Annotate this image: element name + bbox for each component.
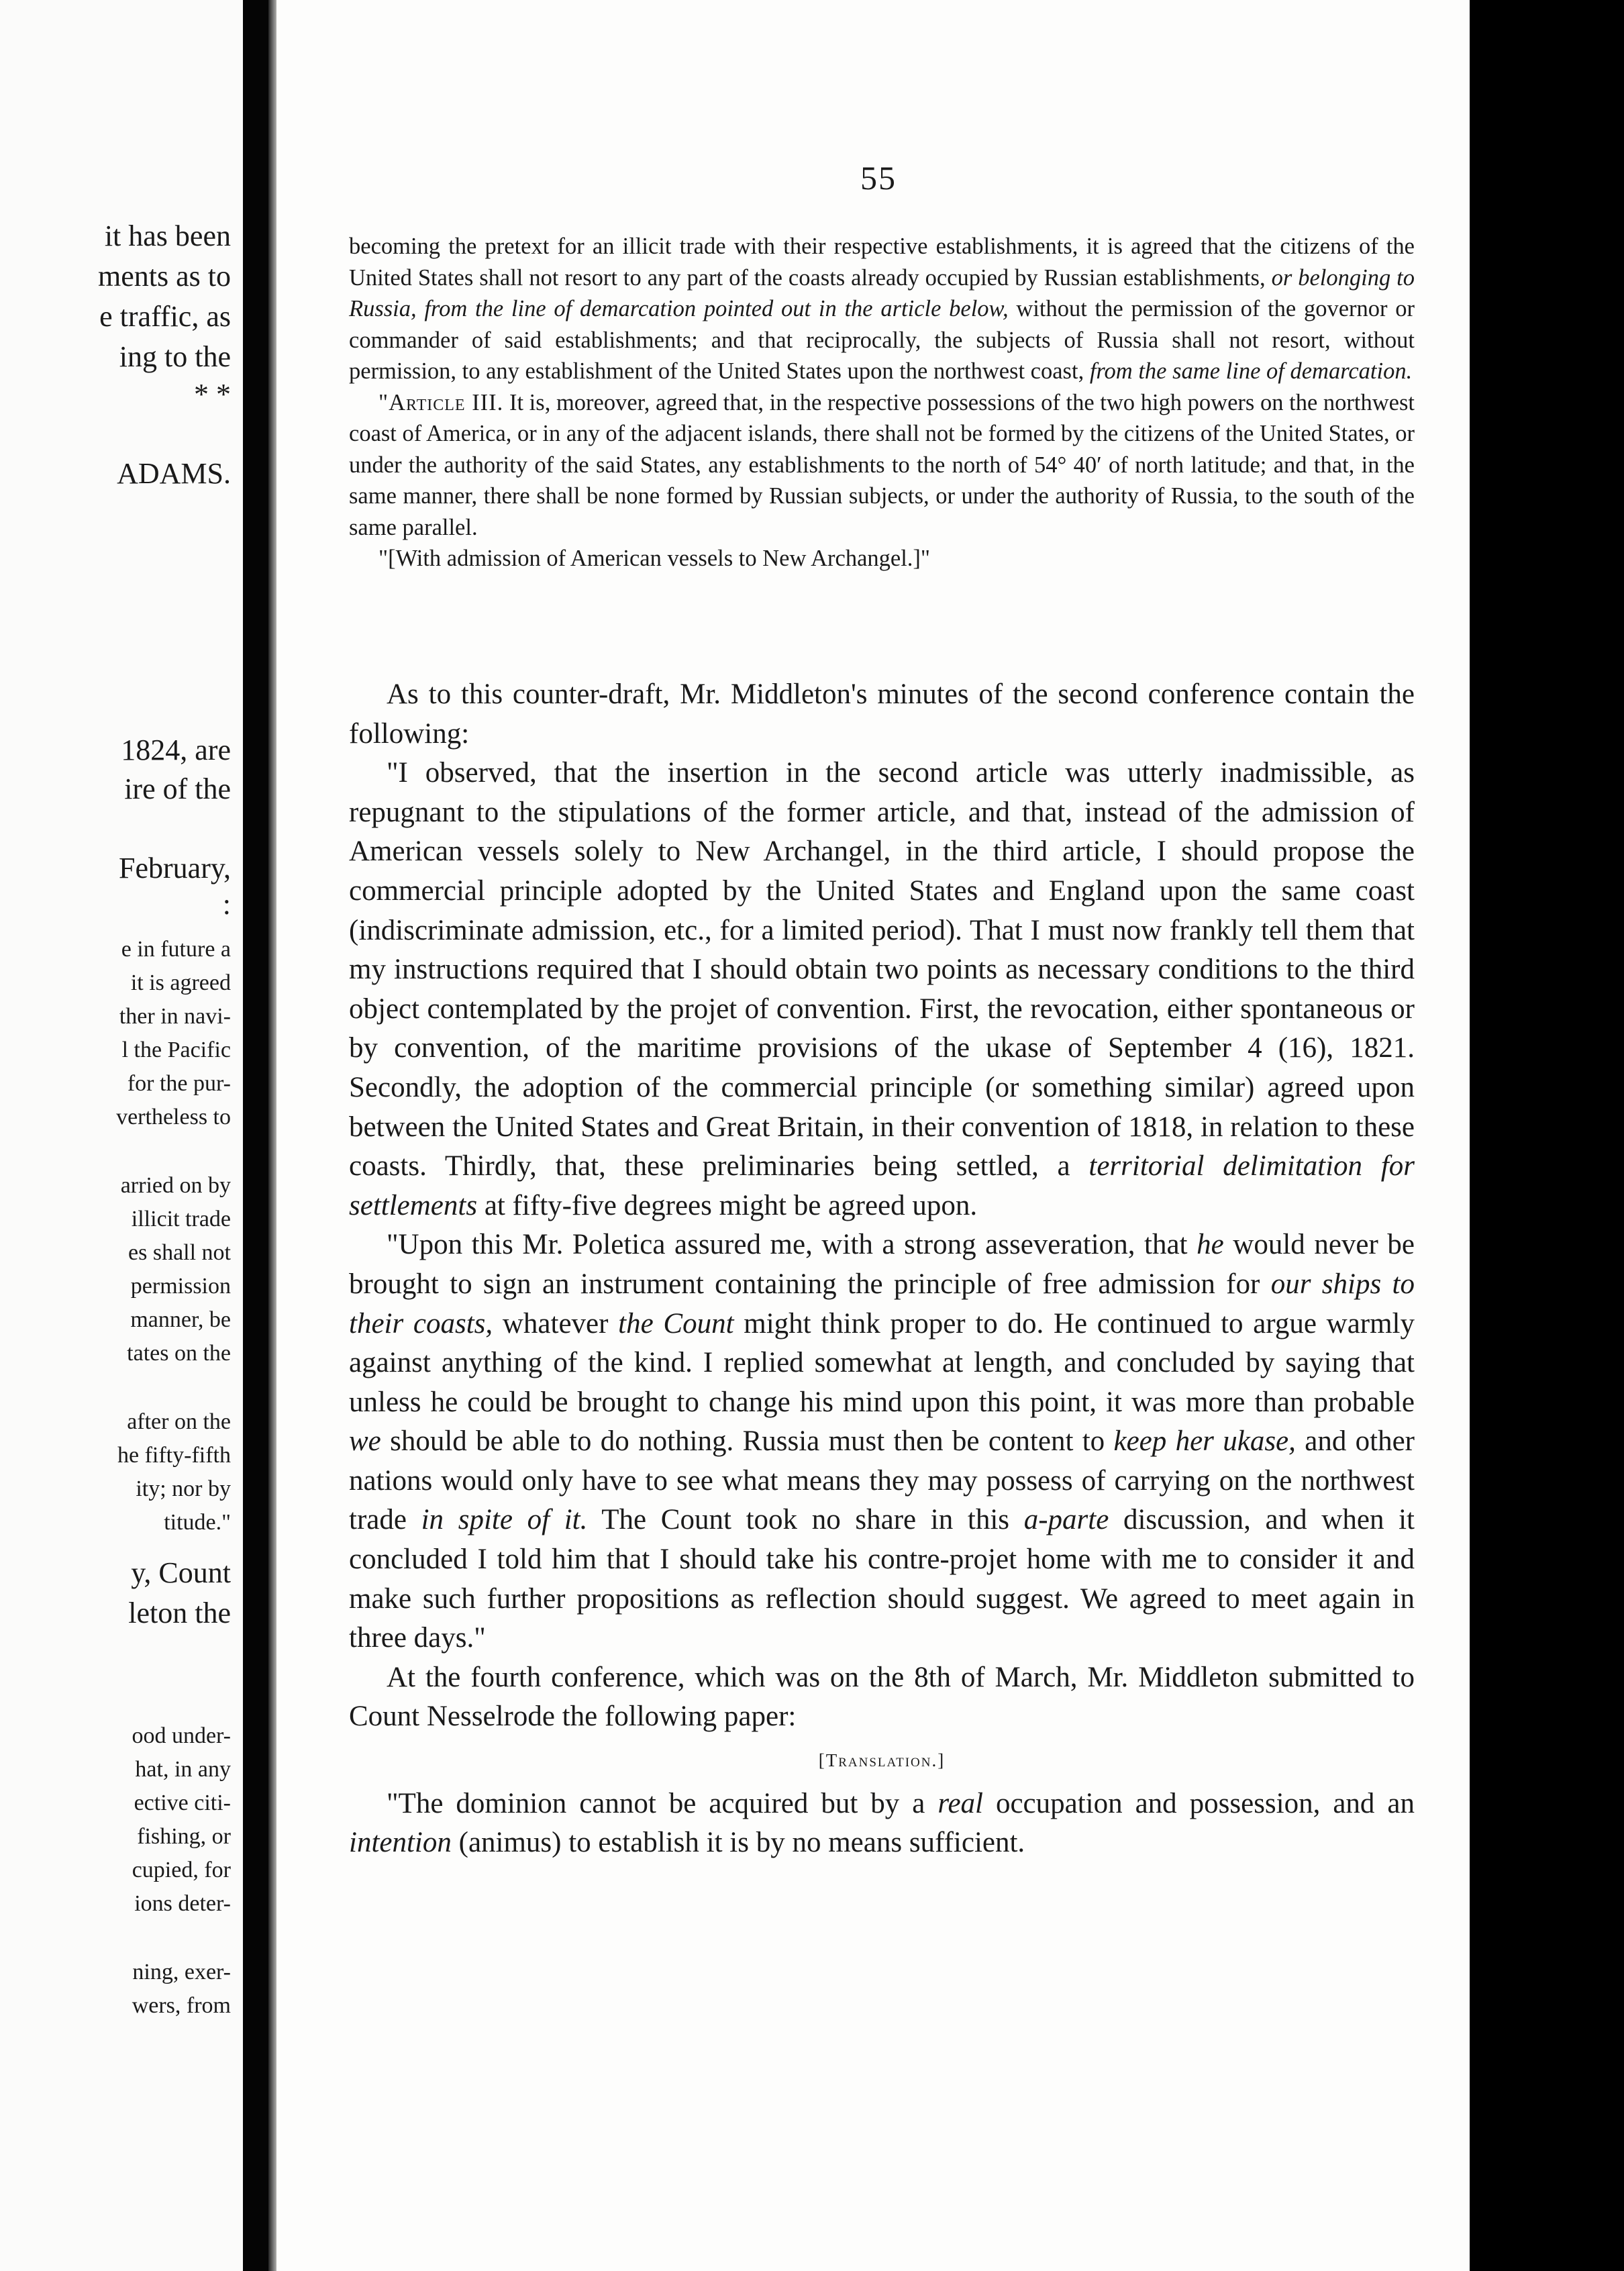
- facing-line: he fifty-fifth: [117, 1443, 231, 1468]
- facing-line: hat, in any: [135, 1757, 231, 1782]
- bracket-note: "[With admission of American vessels to New Archangel.]": [378, 546, 931, 571]
- facing-line: arried on by: [120, 1173, 231, 1198]
- facing-page-fragment: [0, 0, 243, 2271]
- facing-line: e in future a: [121, 937, 231, 962]
- facing-line: e traffic, as: [99, 300, 231, 333]
- facing-line: it is agreed: [130, 970, 231, 995]
- facing-line: for the pur-: [127, 1071, 231, 1096]
- scan-margin: [1470, 0, 1624, 2271]
- facing-line: ions deter-: [134, 1891, 231, 1916]
- facing-line: fishing, or: [137, 1824, 231, 1849]
- small-print-block: [349, 231, 1415, 574]
- large-print-block: [349, 675, 1415, 1863]
- facing-line: after on the: [127, 1409, 231, 1434]
- quote-paragraph: "I observed, that the insertion in the second article was utterly inadmissible, as repugnant to the stipulations of the former article, and that, instead of the admission of American vessels solely to New Archangel, in the third article, I should propose the commercial principle adopted by the United States and England upon the same coast (indiscriminate admission, etc., for a limited period). That I must now frankly tell them that my instructions required that I should obtain two points as necessary conditions to the third object contemplated by the projet of convention. First, the revocation, either spontaneous or by convention, of the maritime provisions of the ukase of September 4 (16), 1821. Secondly, the adoption of the commercial principle (or something similar) agreed upon between the United States and Great Britain, in their convention of 1818, in relation to these coasts. Thirdly, that, these preliminaries being settled, a territorial delimitation for settlements at fifty-five degrees might be agreed upon.: [349, 757, 1415, 1221]
- facing-line: titude.": [164, 1510, 231, 1535]
- page-number: 55: [860, 159, 897, 197]
- facing-line: ire of the: [124, 772, 231, 805]
- facing-line: wers, from: [132, 1993, 231, 2018]
- facing-line: vertheless to: [116, 1105, 231, 1129]
- facing-line: ing to the: [119, 340, 231, 373]
- facing-line: * *: [194, 378, 231, 411]
- facing-line: cupied, for: [132, 1858, 231, 1882]
- facing-line: manner, be: [130, 1307, 231, 1332]
- facing-line: es shall not: [128, 1240, 231, 1265]
- facing-line: l the Pacific: [121, 1038, 231, 1062]
- quote-paragraph: "Upon this Mr. Poletica assured me, with a strong asseveration, that he would never be brought to sign an instrument containing the principle of free admission for our ships to their coasts, whatever the Count might think proper to do. He continued to argue warmly against anything of the kind. I replied somewhat at length, and concluded by saying that unless he could be brought to change his mind upon this point, it was more than probable we should be able to do nothing. Russia must then be content to keep her ukase, and other nations would only have to see what means they may possess of carrying on the northwest trade in spite of it. The Count took no share in this a-parte discussion, and when it concluded I told him that I should take his contre-projet home with me to consider it and make such further propositions as reflection should suggest. We agreed to meet again in three days.": [349, 1229, 1415, 1654]
- dominion-paragraph: "The dominion cannot be acquired but by a real occupation and possession, and an intention (animus) to establish it is by no means sufficient.: [349, 1787, 1415, 1859]
- facing-line: 1824, are: [121, 734, 231, 766]
- article-three-label: "Article III.: [378, 389, 504, 415]
- facing-line: ments as to: [98, 260, 231, 293]
- facing-line: tates on the: [127, 1341, 231, 1366]
- article-three: "Article III. It is, moreover, agreed that, in the respective possessions of the two high powers on the northwest coast of America, or in any of the adjacent islands, there shall not be formed by the citizens of the United States, or under the authority of the said States, any establishments to the north of 54° 40′ of north latitude; and that, in the same manner, there shall be none formed by Russian subjects, or under the authority of Russia, to the south of the same parallel.: [349, 389, 1415, 540]
- facing-line: y, Count: [131, 1556, 231, 1589]
- facing-line: ning, exer-: [132, 1960, 231, 1984]
- facing-line: illicit trade: [131, 1207, 231, 1231]
- facing-line: leton the: [128, 1597, 231, 1629]
- translation-label: [Translation.]: [818, 1750, 946, 1771]
- facing-line: February,: [119, 852, 231, 885]
- facing-line: ood under-: [132, 1723, 231, 1748]
- book-page: [276, 0, 1470, 2271]
- article-two-continuation: becoming the pretext for an illicit trade with their respective establishments, it is agreed that the citizens of the United States shall not resort to any part of the coasts already occupied by Russian establishments, or belonging to Russia, from the line of demarcation pointed out in the article below, without the permission of the governor or commander of said establishments; and that reciprocally, the subjects of Russia shall not resort, without permission, to any establishment of the United States upon the northwest coast, from the same line of demarcation.: [349, 234, 1415, 384]
- fourth-conference-paragraph: At the fourth conference, which was on the 8th of March, Mr. Middleton submitted to Count Nesselrode the following paper:: [349, 1661, 1415, 1733]
- facing-line: ity; nor by: [136, 1476, 231, 1501]
- facing-line: ADAMS.: [117, 457, 231, 490]
- facing-line: it has been: [104, 219, 231, 252]
- facing-line: ther in navi-: [119, 1004, 231, 1029]
- intro-paragraph: As to this counter-draft, Mr. Middleton's minutes of the second conference contain the following:: [349, 678, 1415, 750]
- facing-line: :: [222, 888, 231, 921]
- facing-line: permission: [130, 1274, 231, 1299]
- facing-line: ective citi-: [134, 1790, 231, 1815]
